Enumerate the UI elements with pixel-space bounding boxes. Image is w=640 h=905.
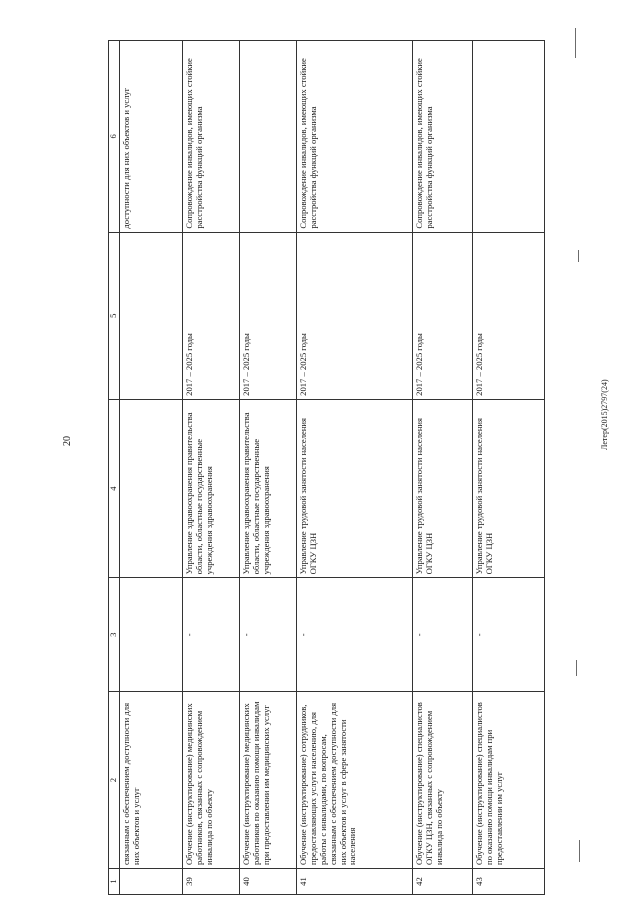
executor-cell: Управление трудовой занятости населения ОГКУ ЦЗН — [413, 399, 473, 578]
table-row — [297, 41, 413, 895]
note-cell — [473, 41, 545, 233]
cell-col3: - — [473, 578, 545, 692]
cell-col3: - — [183, 578, 240, 692]
cell-col3: - — [413, 578, 473, 692]
period-cell: 2017 – 2025 годы — [473, 232, 545, 399]
activity-cell: Обучение (инструктирование) сотрудников, предоставляющих услуги населению, для работы с инвалидами, по вопросам, связанным с обеспечением доступности для них объектов и услуг в сфере занятости населения — [297, 692, 413, 869]
rotated-table-wrapper — [108, 40, 543, 895]
scan-mark — [578, 250, 579, 262]
header-cell: 5 — [109, 232, 120, 399]
note-cell: Сопровождение инвалидов, имеющих стойкие расстройства функций организма — [183, 41, 240, 233]
period-cell: 2017 – 2025 годы — [240, 232, 297, 399]
page-number: 20 — [62, 436, 73, 446]
scan-mark — [579, 840, 580, 862]
table-header-row — [109, 41, 120, 895]
executor-cell: Управление трудовой занятости населения ОГКУ ЦЗН — [297, 399, 413, 578]
row-number: 40 — [240, 869, 297, 895]
activity-cell: Обучение (инструктирование) специалистов по оказанию помощи инвалидам при предоставлении им услуг — [473, 692, 545, 869]
table-row — [240, 41, 297, 895]
cell-col3 — [120, 578, 183, 692]
row-number — [120, 869, 183, 895]
row-number: 42 — [413, 869, 473, 895]
table-row — [413, 41, 473, 895]
period-cell — [120, 232, 183, 399]
activity-cell: Обучение (инструктирование) специалистов ОГКУ ЦЗН, связанных с сопровождением инвалида по объекту — [413, 692, 473, 869]
table-row — [120, 41, 183, 895]
executor-cell — [120, 399, 183, 578]
cell-col3: - — [240, 578, 297, 692]
header-cell: 4 — [109, 399, 120, 578]
table-row — [473, 41, 545, 895]
header-cell: 1 — [109, 869, 120, 895]
row-number: 39 — [183, 869, 240, 895]
activity-cell: Обучение (инструктирование) медицинских работников по оказанию помощи инвалидам при предоставлении им медицинских услуг — [240, 692, 297, 869]
header-cell: 2 — [109, 692, 120, 869]
header-cell: 6 — [109, 41, 120, 233]
activity-cell: связанным с обеспечением доступности для них объектов и услуг — [120, 692, 183, 869]
row-number: 41 — [297, 869, 413, 895]
executor-cell: Управление трудовой занятости населения ОГКУ ЦЗН — [473, 399, 545, 578]
period-cell: 2017 – 2025 годы — [297, 232, 413, 399]
row-number: 43 — [473, 869, 545, 895]
table-row — [183, 41, 240, 895]
scan-mark — [576, 660, 577, 676]
period-cell: 2017 – 2025 годы — [183, 232, 240, 399]
cell-col3: - — [297, 578, 413, 692]
note-cell: Сопровождение инвалидов, имеющих стойкие расстройства функций организма — [297, 41, 413, 233]
period-cell: 2017 – 2025 годы — [413, 232, 473, 399]
measures-table — [108, 40, 545, 895]
activity-cell: Обучение (инструктирование) медицинских работников, связанных с сопровождением инвалида по объекту — [183, 692, 240, 869]
scan-mark — [575, 28, 576, 58]
note-cell: Сопровождение инвалидов, имеющих стойкие расстройства функций организма — [413, 41, 473, 233]
executor-cell: Управление здравоохранения правительства области, областные государственные учреждения здравоохранения — [183, 399, 240, 578]
note-cell: доступности для них объектов и услуг — [120, 41, 183, 233]
executor-cell: Управление здравоохранения правительства области, областные государственные учреждения здравоохранения — [240, 399, 297, 578]
document-reference: Летер(2015)2797(24) — [600, 379, 609, 450]
header-cell: 3 — [109, 578, 120, 692]
note-cell — [240, 41, 297, 233]
